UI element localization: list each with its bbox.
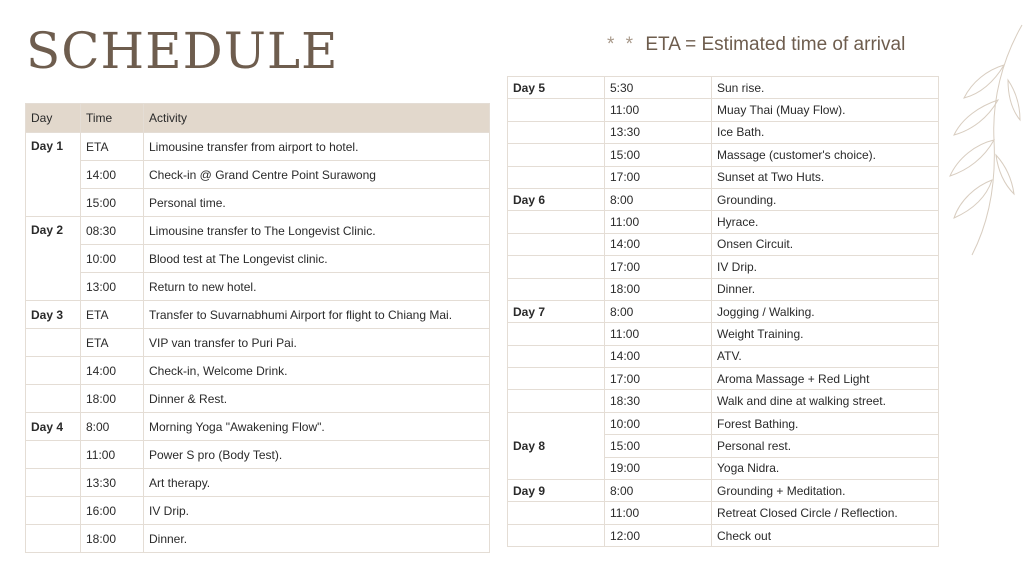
table-row: [26, 329, 490, 357]
day-cell: Day 3: [26, 301, 81, 329]
table-row: [508, 166, 939, 188]
table-row: [26, 189, 490, 217]
time-cell: 14:00: [81, 161, 144, 189]
day-cell: Day 7: [508, 300, 605, 322]
table-row: [508, 188, 939, 210]
day-cell: Day 9: [508, 480, 605, 502]
activity-cell: IV Drip.: [712, 256, 939, 278]
table-row: [508, 121, 939, 143]
time-cell: 11:00: [81, 441, 144, 469]
eta-note: [607, 34, 905, 56]
empty-day-cell: [508, 99, 605, 121]
time-cell: 11:00: [605, 502, 712, 524]
empty-day-cell: [508, 368, 605, 390]
table-row: [26, 301, 490, 329]
time-cell: 15:00: [605, 144, 712, 166]
time-cell: 11:00: [605, 323, 712, 345]
activity-cell: Check out: [712, 524, 939, 546]
table-row: [508, 480, 939, 502]
table-row: [508, 233, 939, 255]
activity-cell: Morning Yoga "Awakening Flow".: [144, 413, 490, 441]
table-row: [26, 133, 490, 161]
activity-cell: Dinner.: [144, 525, 490, 553]
empty-day-cell: [508, 211, 605, 233]
activity-cell: Check-in, Welcome Drink.: [144, 357, 490, 385]
empty-day-cell: [508, 323, 605, 345]
table-row: [508, 390, 939, 412]
table-row: [26, 525, 490, 553]
table-row: [26, 441, 490, 469]
time-cell: ETA: [81, 329, 144, 357]
time-cell: 12:00: [605, 524, 712, 546]
activity-cell: Jogging / Walking.: [712, 300, 939, 322]
empty-day-cell: [26, 525, 81, 553]
day-cell: Day 6: [508, 188, 605, 210]
activity-cell: Yoga Nidra.: [712, 457, 939, 479]
time-cell: 18:00: [81, 385, 144, 413]
table-row: [508, 524, 939, 546]
empty-day-cell: [508, 121, 605, 143]
eta-stars: * *: [607, 34, 637, 55]
activity-cell: Limousine transfer from airport to hotel.: [144, 133, 490, 161]
empty-day-cell: [508, 390, 605, 412]
activity-cell: Blood test at The Longevist clinic.: [144, 245, 490, 273]
table-row: [508, 502, 939, 524]
activity-cell: Limousine transfer to The Longevist Clinic.: [144, 217, 490, 245]
table-row: [508, 77, 939, 99]
table-row: [26, 217, 490, 245]
activity-cell: Personal rest.: [712, 435, 939, 457]
activity-cell: Forest Bathing.: [712, 412, 939, 434]
activity-cell: Walk and dine at walking street.: [712, 390, 939, 412]
activity-cell: Weight Training.: [712, 323, 939, 345]
empty-day-cell: [508, 256, 605, 278]
table-header-row: [26, 104, 490, 133]
table-row: [508, 144, 939, 166]
activity-cell: Aroma Massage + Red Light: [712, 368, 939, 390]
table-row: [508, 412, 939, 434]
schedule-table-right: [507, 76, 939, 547]
activity-cell: Onsen Circuit.: [712, 233, 939, 255]
table-row: [26, 385, 490, 413]
time-cell: 13:30: [605, 121, 712, 143]
activity-cell: Dinner & Rest.: [144, 385, 490, 413]
time-cell: 8:00: [605, 300, 712, 322]
time-cell: 8:00: [605, 188, 712, 210]
empty-day-cell: [26, 329, 81, 357]
leaf-branch-icon: [932, 20, 1024, 260]
activity-cell: Hyrace.: [712, 211, 939, 233]
activity-cell: Personal time.: [144, 189, 490, 217]
time-cell: 15:00: [81, 189, 144, 217]
empty-day-cell: [26, 441, 81, 469]
day-cell: Day 4: [26, 413, 81, 441]
activity-cell: Art therapy.: [144, 469, 490, 497]
table-row: [508, 345, 939, 367]
day-cell: Day 8: [508, 412, 605, 479]
activity-cell: IV Drip.: [144, 497, 490, 525]
table-row: [26, 161, 490, 189]
empty-day-cell: [26, 497, 81, 525]
time-cell: 10:00: [605, 412, 712, 434]
time-cell: 18:00: [605, 278, 712, 300]
empty-day-cell: [508, 345, 605, 367]
empty-day-cell: [26, 469, 81, 497]
time-cell: 16:00: [81, 497, 144, 525]
time-cell: 5:30: [605, 77, 712, 99]
empty-day-cell: [26, 357, 81, 385]
time-cell: 14:00: [81, 357, 144, 385]
empty-day-cell: [508, 144, 605, 166]
table-row: [26, 245, 490, 273]
empty-day-cell: [508, 166, 605, 188]
table-row: [26, 469, 490, 497]
time-cell: 15:00: [605, 435, 712, 457]
header-time: Time: [81, 104, 144, 133]
activity-cell: Retreat Closed Circle / Reflection.: [712, 502, 939, 524]
time-cell: 14:00: [605, 233, 712, 255]
time-cell: ETA: [81, 301, 144, 329]
table-row: [508, 278, 939, 300]
activity-cell: ATV.: [712, 345, 939, 367]
activity-cell: Dinner.: [712, 278, 939, 300]
activity-cell: Transfer to Suvarnabhumi Airport for flight to Chiang Mai.: [144, 301, 490, 329]
activity-cell: Power S pro (Body Test).: [144, 441, 490, 469]
time-cell: 11:00: [605, 99, 712, 121]
time-cell: 18:00: [81, 525, 144, 553]
activity-cell: Sun rise.: [712, 77, 939, 99]
table-row: [508, 256, 939, 278]
table-row: [26, 273, 490, 301]
table-row: [26, 497, 490, 525]
activity-cell: Muay Thai (Muay Flow).: [712, 99, 939, 121]
empty-day-cell: [508, 502, 605, 524]
table-row: [508, 211, 939, 233]
time-cell: 18:30: [605, 390, 712, 412]
table-row: [26, 413, 490, 441]
time-cell: 13:30: [81, 469, 144, 497]
activity-cell: Grounding.: [712, 188, 939, 210]
schedule-table-left: [25, 103, 490, 553]
time-cell: 13:00: [81, 273, 144, 301]
time-cell: 17:00: [605, 256, 712, 278]
activity-cell: Check-in @ Grand Centre Point Surawong: [144, 161, 490, 189]
time-cell: 14:00: [605, 345, 712, 367]
time-cell: 8:00: [81, 413, 144, 441]
day-cell: Day 5: [508, 77, 605, 99]
header-day: Day: [26, 104, 81, 133]
day-cell: Day 2: [26, 217, 81, 301]
time-cell: 17:00: [605, 166, 712, 188]
activity-cell: Sunset at Two Huts.: [712, 166, 939, 188]
time-cell: 10:00: [81, 245, 144, 273]
empty-day-cell: [26, 385, 81, 413]
time-cell: 19:00: [605, 457, 712, 479]
empty-day-cell: [508, 524, 605, 546]
activity-cell: Massage (customer's choice).: [712, 144, 939, 166]
table-row: [508, 323, 939, 345]
activity-cell: Ice Bath.: [712, 121, 939, 143]
header-activity: Activity: [144, 104, 490, 133]
eta-note-text: ETA = Estimated time of arrival: [645, 34, 906, 55]
activity-cell: VIP van transfer to Puri Pai.: [144, 329, 490, 357]
page-title: SCHEDULE: [26, 22, 339, 80]
time-cell: 8:00: [605, 480, 712, 502]
empty-day-cell: [508, 233, 605, 255]
time-cell: ETA: [81, 133, 144, 161]
day-cell: Day 1: [26, 133, 81, 217]
activity-cell: Return to new hotel.: [144, 273, 490, 301]
table-row: [508, 300, 939, 322]
time-cell: 08:30: [81, 217, 144, 245]
empty-day-cell: [508, 278, 605, 300]
table-row: [26, 357, 490, 385]
time-cell: 11:00: [605, 211, 712, 233]
table-row: [508, 368, 939, 390]
table-row: [508, 99, 939, 121]
time-cell: 17:00: [605, 368, 712, 390]
activity-cell: Grounding + Meditation.: [712, 480, 939, 502]
